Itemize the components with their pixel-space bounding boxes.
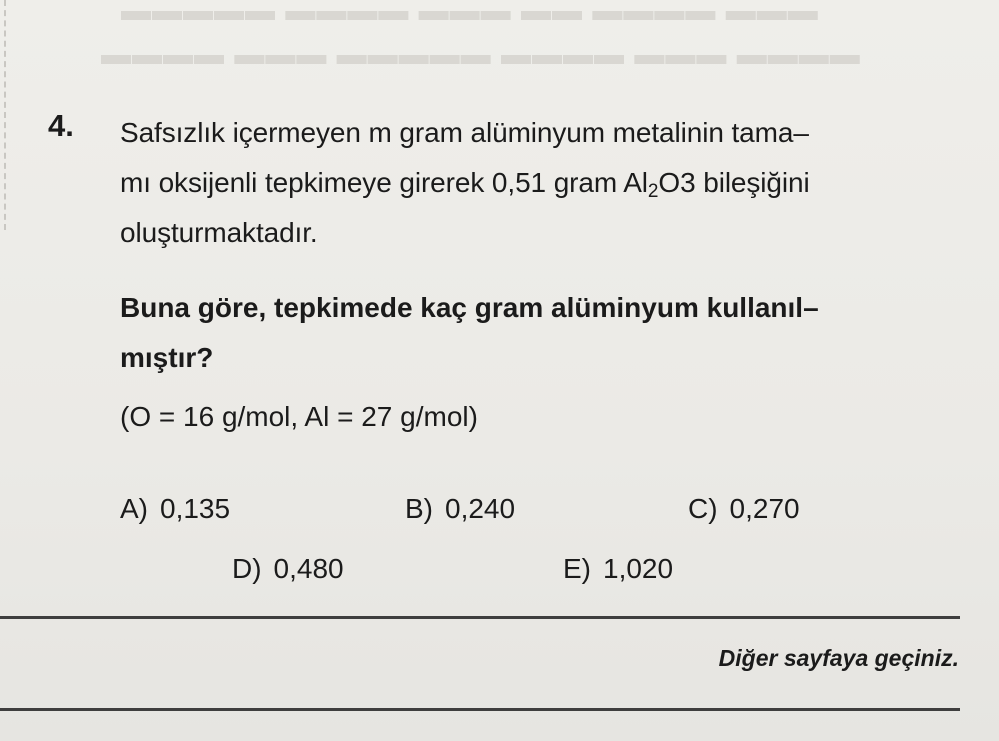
stem-line-1: Safsızlık içermeyen m gram alüminyum metalinin tama– [120, 117, 809, 148]
stem-line-2-tail: O3 bileşiğini [658, 167, 810, 198]
choice-letter: E) [563, 553, 591, 584]
stem-line-3: oluşturmaktadır. [120, 217, 318, 248]
choice-d[interactable] [232, 553, 344, 585]
choice-value: 1,020 [603, 553, 674, 584]
bleed-through-texture: ▬▬▬ ▬▬▬▬ ▬▬ ▬▬▬ ▬▬▬▬ ▬▬▬▬▬ [120, 0, 818, 27]
question-prompt [120, 283, 970, 383]
choice-c[interactable] [688, 493, 800, 525]
next-page-note: Diğer sayfaya geçiniz. [718, 645, 959, 671]
choice-e[interactable] [563, 553, 673, 585]
choice-value: 0,270 [729, 493, 800, 524]
choice-a[interactable] [120, 493, 230, 525]
divider-line [0, 616, 960, 619]
bleed-through-texture: ▬▬▬▬ ▬▬▬ ▬▬▬▬ ▬▬▬▬▬ ▬▬▬ ▬▬▬▬ [100, 38, 860, 71]
cut-margin-line [4, 0, 6, 230]
choice-value: 0,480 [273, 553, 344, 584]
formula-subscript: 2 [647, 181, 659, 202]
choice-b[interactable] [405, 493, 515, 525]
given-molar-masses: (O = 16 g/mol, Al = 27 g/mol) [120, 401, 478, 432]
choice-value: 0,240 [445, 493, 516, 524]
choice-value: 0,135 [160, 493, 231, 524]
choice-letter: B) [405, 493, 433, 524]
stem-line-2 [120, 158, 970, 208]
choice-letter: D) [232, 553, 262, 584]
question-number: 4. [48, 108, 74, 143]
prompt-line-1: Buna göre, tepkimede kaç gram alüminyum kullanıl– [120, 292, 819, 323]
divider-line [0, 708, 960, 711]
prompt-line-2: mıştır? [120, 342, 214, 373]
choice-letter: C) [688, 493, 718, 524]
question-stem [120, 108, 970, 258]
choice-letter: A) [120, 493, 148, 524]
stem-line-2-text: mı oksijenli tepkimeye girerek 0,51 gram Al [120, 167, 648, 198]
